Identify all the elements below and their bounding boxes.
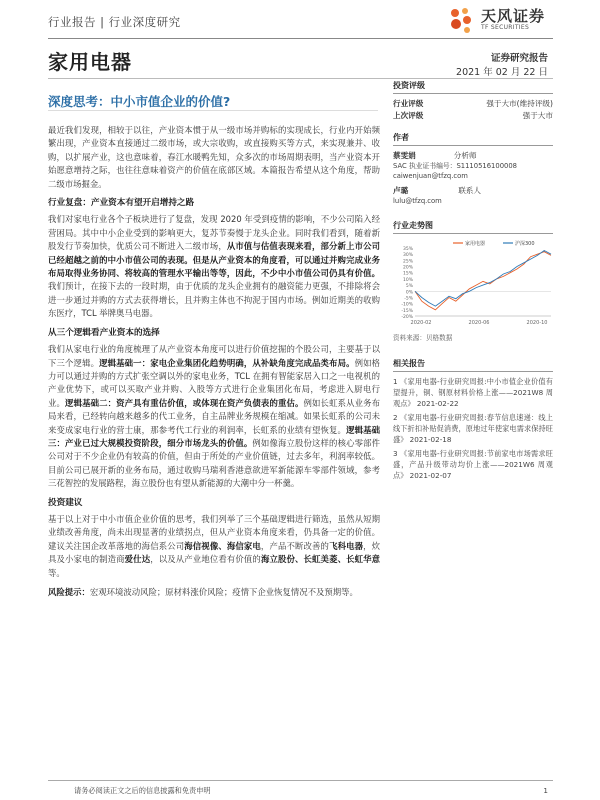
trend-chart xyxy=(393,238,553,330)
review-paragraph xyxy=(48,213,380,320)
x-tick-label: 2020-02 xyxy=(410,320,432,326)
y-tick-label: 15% xyxy=(402,271,413,277)
logo-en: TF SECURITIES xyxy=(481,24,530,31)
review-text-c: 我们预计，在接下去的一段时期，由于优质的龙头企业拥有的融资能力更强，不排除将会进一步通过并购的方式去获得增长，且并购主体也不拘泥于国内市场。例如近期美的收购东医疗，TCL 举牌奥马电器。 xyxy=(48,281,380,319)
logic-text-a: 我们从家电行业的角度梳理了从产业资本角度可以进行价值挖掘的个股公司，主要基于以下三个逻辑。 xyxy=(48,344,380,368)
risk-label: 风险提示： xyxy=(48,587,90,597)
logic-text-b: 逻辑基础一：家电企业集团化趋势明确，从补缺角度完成品类布局。 xyxy=(99,357,355,368)
y-tick-label: -15% xyxy=(401,308,413,314)
advice-text-b: 海信视像、海信家电 xyxy=(184,540,261,551)
author-email[interactable]: lulu@tfzq.com xyxy=(393,197,442,205)
section-heading-1: 行业复盘：产业资本有望开启增持之路 xyxy=(48,198,195,209)
y-tick-label: 10% xyxy=(402,277,413,283)
page-title: 家用电器 xyxy=(48,50,132,74)
risk-text: 宏观环境波动风险；原材料涨价风险；疫情下企业恢复情况不及预期等。 xyxy=(89,587,358,597)
page-number: 1 xyxy=(543,786,548,795)
related-heading: 相关报告 xyxy=(393,358,553,372)
sidebar xyxy=(393,80,553,484)
y-tick-label: -10% xyxy=(401,302,413,308)
advice-text-e: ，炊具及小家电的制造商 xyxy=(48,540,381,565)
y-tick-label: -20% xyxy=(401,315,413,320)
advice-text-c: ，产品不断改善的 xyxy=(260,540,330,551)
review-text-a: 我们对家电行业各个子板块进行了复盘，发现 2020 年受到疫情的影响，不少公司陷入经营困局。其中中小企业受到的影响更大，复苏节奏慢于龙头企业。同时我们看到，随着新股发行节奏加快，优质公司不断进入二级市场， xyxy=(48,214,380,252)
disclaimer-footer: 请务必阅读正文之后的信息披露和免责申明 xyxy=(74,786,211,795)
subtitle-divider xyxy=(48,110,378,111)
brand-logo xyxy=(445,2,585,38)
legend-label: 家用电器 xyxy=(465,241,486,247)
rating-value: 强于大市(维持评级) xyxy=(486,99,553,108)
top-divider xyxy=(48,38,553,39)
advice-paragraph xyxy=(48,513,380,580)
author-title: 分析师 xyxy=(453,151,477,160)
advice-text-f: 爱仕达 xyxy=(124,554,151,565)
section-heading-3: 投资建议 xyxy=(48,497,83,508)
tf-logo-icon xyxy=(445,4,477,36)
section-heading-2: 从三个逻辑看产业资本的选择 xyxy=(48,327,160,338)
intro-paragraph: 最近我们发现，相较于以往，产业资本惯于从一级市场并购标的实现成长，行业内开始频繁出现，产业资本直接通过二级市场，或大宗收购，或直接购买等方式，来实现兼并、收购，以扩展产业，这也意味着，春江水暖鸭先知，众多次的市场周期表明，当产业资本开始愿意增持之际，也往往意味着资产的价值在底部区域。本篇报告希望从这个角度，帮助二级市场掘金。 xyxy=(48,125,380,189)
chart-source: 资料来源：贝格数据 xyxy=(393,334,453,342)
logic-paragraph xyxy=(48,343,380,490)
review-text-b: 从市值与估值表现来看，部分新上市公司已经超越之前的中小市值公司的表现。但是从产业资本的角度看，可以通过并购完成业务布局取得业务协同、将较高的管理水平输出等等，因此，不少中小市值公司仍具有价值。 xyxy=(48,241,380,279)
x-tick-label: 2020-10 xyxy=(526,320,548,326)
author-title: 联系人 xyxy=(458,186,481,195)
logic-text-e: 例如长虹系从业务布局来看，已经转向越来越多的代工业务，自主品牌业务规模在缩减。如果长虹系的公司未来变成家电行业的营士康，那参考代工行业的利润率，长虹系的业绩有望恢复。 xyxy=(48,397,381,435)
report-subtitle: 深度思考：中小市值企业的价值? xyxy=(48,94,231,109)
advice-text-d: 飞科电器 xyxy=(329,540,364,551)
rating-key: 上次评级 xyxy=(393,111,424,120)
related-report-item[interactable]: 3 《家用电器-行业研究周报:节前家电市场需求旺盛，产品升级带动均价上涨——2021W6 周观点》 2021-02-07 xyxy=(393,449,553,480)
logic-text-c: 例如格力可以通过并购的方式扩张空调以外的家电业务，TCL 在拥有智能家居入口之一电视机的产业优势下，或可以买取产业并购、入股等方式进行企业集团化布局，考虑进入厨电行业。 xyxy=(48,357,381,408)
title-divider xyxy=(48,78,553,79)
main-body xyxy=(48,124,380,605)
rating-key: 行业评级 xyxy=(393,99,424,108)
report-date: 2021 年 02 月 22 日 xyxy=(456,67,548,78)
logic-text-g: 例如像海立股份这样的核心零部件公司对于不少企业仍有较高的价值，但由于所处的产业价值链，过去多年，利润率较低。目前公司已展开新的业务布局，通过收购马瑞利香港意欲进军新能源车零部件领域，参考三花智控的发展路程，海立股份也有望从新能源的大潮中分一杯羹。 xyxy=(48,437,381,489)
y-tick-label: -5% xyxy=(404,296,413,302)
report-type: 证券研究报告 xyxy=(490,53,548,64)
author-license: SAC 执业证书编号：S1110516100008 xyxy=(393,162,517,170)
rating-heading: 投资评级 xyxy=(393,80,553,94)
related-report-item[interactable]: 1 《家用电器-行业研究周报:中小市值企业价值有望提升，铜、钢原材料价格上涨——2021W8 周观点》 2021-02-22 xyxy=(393,377,553,408)
logic-text-d: 逻辑基础二：资产具有重估价值，或体现在资产负债表的重估。 xyxy=(65,397,304,408)
author-row xyxy=(393,150,553,161)
related-report-item[interactable]: 2 《家用电器-行业研究周报:春节信息速递：线上线下折扣补贴促消费，原地过年使家电需求保持旺盛》 2021-02-18 xyxy=(393,413,553,444)
footer-divider xyxy=(48,780,553,781)
y-tick-label: 25% xyxy=(402,259,413,265)
y-tick-label: 0% xyxy=(405,290,413,296)
related-reports xyxy=(393,376,553,481)
logic-text-f: 逻辑基础三：产业已过大规模投资阶段，细分市场龙头的价值。 xyxy=(48,424,381,448)
logo-cn: 天风证券 xyxy=(481,7,546,25)
y-tick-label: 35% xyxy=(402,247,413,252)
risk-paragraph xyxy=(48,586,380,599)
y-tick-label: 5% xyxy=(405,284,413,290)
author-email[interactable]: caiwenjuan@tfzq.com xyxy=(393,172,468,180)
author-heading: 作者 xyxy=(393,132,553,146)
advice-text-h: 海立股份、长虹美菱、长虹华意 xyxy=(260,554,381,565)
x-tick-label: 2020-06 xyxy=(468,320,490,326)
series-line-csi300 xyxy=(415,251,551,307)
report-category: 行业报告 | 行业深度研究 xyxy=(48,15,181,29)
legend-label: 沪深300 xyxy=(515,241,535,247)
author-name: 蔡雯娟 xyxy=(393,151,416,160)
advice-text-i: 等。 xyxy=(48,567,65,578)
author-row xyxy=(393,185,553,196)
trend-chart-svg xyxy=(393,238,553,330)
rating-row xyxy=(393,98,553,110)
y-tick-label: 20% xyxy=(402,265,413,271)
rating-value: 强于大市 xyxy=(522,111,553,120)
y-tick-label: 30% xyxy=(402,253,413,259)
series-line-appliances xyxy=(415,252,551,310)
advice-text-a: 基于以上对于中小市值企业价值的思考，我们列举了三个基础逻辑进行筛选，虽然从短期业绩改善角度，尚未出现显著的业绩拐点，但从产业资本角度来看，仍具备一定的价值。建议关注国企改革落地的海信系公司 xyxy=(48,513,380,551)
trend-heading: 行业走势图 xyxy=(393,220,553,234)
author-name: 卢璐 xyxy=(393,186,409,195)
advice-text-g: ，以及从产业地位看有价值的 xyxy=(150,554,261,565)
rating-row xyxy=(393,110,553,122)
